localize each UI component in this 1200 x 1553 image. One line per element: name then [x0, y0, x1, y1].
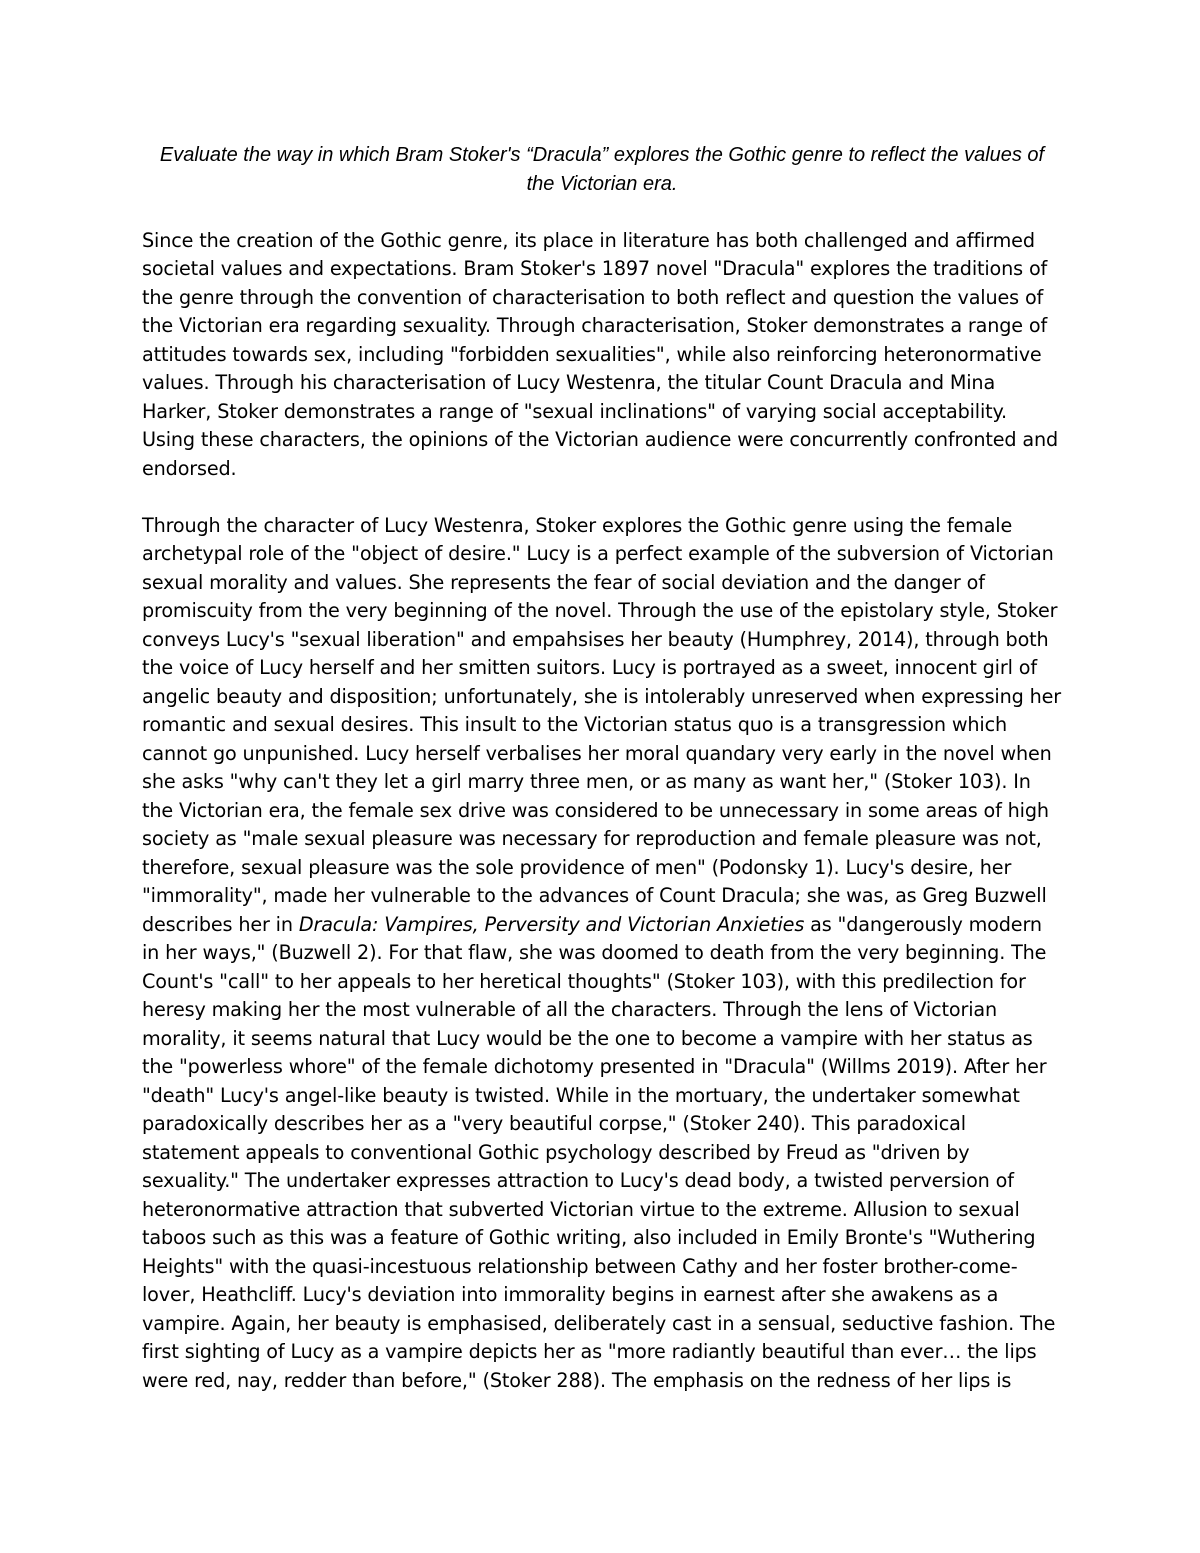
- paragraph-lucy-westenra: [142, 512, 1062, 1396]
- paragraph-lucy-text-part2: as "dangerously modern in her ways," (Buzwell 2). For that flaw, she was doomed to death from the very beginning. The Count's "call" to her appeals to her heretical thoughts" (Stoker 103), with this predilection for heresy making her the most vulnerable of all the characters. Through the lens of Victorian morality, it seems natural that Lucy would be the one to become a vampire with her status as the "powerless whore" of the female dichotomy presented in "Dracula" (Willms 2019). After her "death" Lucy's angel-like beauty is twisted. While in the mortuary, the undertaker somewhat paradoxically describes her as a "very beautiful corpse," (Stoker 240). This paradoxical statement appeals to conventional Gothic psychology described by Freud as "driven by sexuality." The undertaker expresses attraction to Lucy's dead body, a twisted perversion of heteronormative attraction that subverted Victorian virtue to the extreme. Allusion to sexual taboos such as this was a feature of Gothic writing, also included in Emily Bronte's "Wuthering Heights" with the quasi-incestuous relationship between Cathy and her foster brother-come-lover, Heathcliff. Lucy's deviation into immorality begins in earnest after she awakens as a vampire. Again, her beauty is emphasised, deliberately cast in a sensual, seductive fashion. The first sighting of Lucy as a vampire depicts her as "more radiantly beautiful than ever… the lips were red, nay, redder than before," (Stoker 288). The emphasis on the redness of her lips is: [142, 912, 1056, 1392]
- paragraph-introduction: Since the creation of the Gothic genre, its place in literature has both challenged and affirmed societal values and expectations. Bram Stoker's 1897 novel "Dracula" explores the traditions of the genre through the convention of characterisation to both reflect and question the values of the Victorian era regarding sexuality. Through characterisation, Stoker demonstrates a range of attitudes towards sex, including "forbidden sexualities", while also reinforcing heteronormative values. Through his characterisation of Lucy Westenra, the titular Count Dracula and Mina Harker, Stoker demonstrates a range of "sexual inclinations" of varying social acceptability. Using these characters, the opinions of the Victorian audience were concurrently confronted and endorsed.: [142, 228, 1059, 480]
- paragraph-lucy-text-part1: Through the character of Lucy Westenra, Stoker explores the Gothic genre using the female archetypal role of the "object of desire." Lucy is a perfect example of the subversion of Victorian sexual morality and values. She represents the fear of social deviation and the danger of promiscuity from the very beginning of the novel. Through the use of the epistolary style, Stoker conveys Lucy's "sexual liberation" and empahsises her beauty (Humphrey, 2014), through both the voice of Lucy herself and her smitten suitors. Lucy is portrayed as a sweet, innocent girl of angelic beauty and disposition; unfortunately, she is intolerably unreserved when expressing her romantic and sexual desires. This insult to the Victorian status quo is a transgression which cannot go unpunished. Lucy herself verbalises her moral quandary very early in the novel when she asks "why can't they let a girl marry three men, or as many as want her," (Stoker 103). In the Victorian era, the female sex drive was considered to be unnecessary in some areas of high society as "male sexual pleasure was necessary for reproduction and female pleasure was not, therefore, sexual pleasure was the sole providence of men" (Podonsky 1). Lucy's desire, her "immorality", made her vulnerable to the advances of Count Dracula; she was, as Greg Buzwell describes her in: [142, 513, 1062, 936]
- essay-title: Evaluate the way in which Bram Stoker's “Dracula” explores the Gothic genre to reflect the values of the Victorian era.: [159, 144, 1045, 195]
- cited-book-title: Dracula: Vampires, Perversity and Victorian Anxieties: [298, 912, 805, 936]
